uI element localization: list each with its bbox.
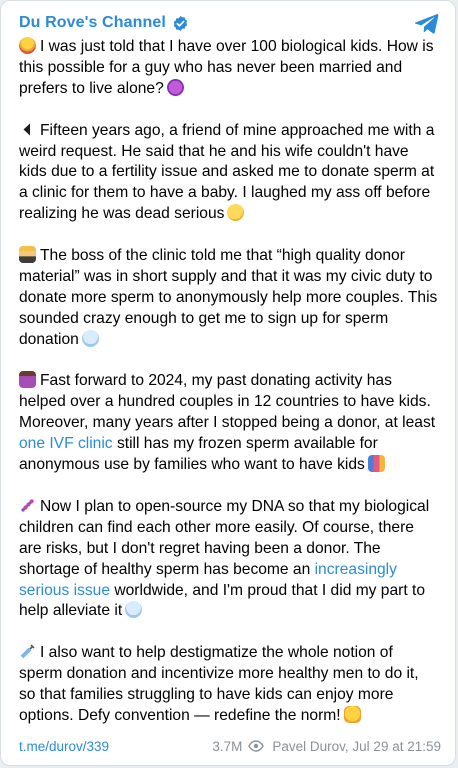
thinking-face-emoji-icon [227, 204, 244, 221]
paragraph-5-text-b: worldwide, and I'm proud that I did my part to help alleviate it [19, 581, 426, 620]
smiling-mask-emoji-icon [125, 601, 142, 618]
face-with-mask-emoji-icon [82, 330, 99, 347]
paragraph-6-text: I also want to help destigmatize the whole notion of sperm donation and incentivize more healthy men to do it, so that families struggling to have kids can enjoy more options. Defy convention — redefine the norm! [19, 644, 419, 724]
serious-issue-link[interactable]: increasingly serious issue [19, 560, 397, 599]
paragraph-1 [19, 37, 439, 100]
family-emoji-icon [368, 455, 385, 472]
paragraph-1-text: I was just told that I have over 100 biological kids. How is this possible for a guy who has never been married and prefers to live alone? [19, 38, 434, 97]
man-in-suit-emoji-icon [19, 246, 36, 263]
paragraph-2 [19, 121, 439, 226]
verified-badge-icon [172, 15, 189, 32]
dna-emoji-icon [19, 497, 36, 514]
post-meta [212, 739, 441, 754]
post-header [19, 10, 441, 36]
paragraph-5 [19, 497, 439, 622]
rewind-arrow-icon [19, 121, 36, 138]
wtf-face-emoji-icon [167, 79, 184, 96]
paragraph-3-text: The boss of the clinic told me that “high quality donor material” was in short supply and that it was my civic duty to donate more sperm to anonymously help more couples. This sounded crazy enough to get me to sign up for sperm donation [19, 247, 438, 348]
paragraph-2-text: Fifteen years ago, a friend of mine approached me with a weird request. He said that he and his wife couldn't have kids due to a fertility issue and asked me to donate sperm at a clinic for them to have a baby. I laughed my ass off before realizing he was dead serious [19, 121, 435, 223]
eye-icon [248, 740, 264, 752]
pregnant-woman-emoji-icon [19, 371, 36, 388]
paragraph-6 [19, 643, 439, 727]
raised-fist-emoji-icon [344, 706, 361, 723]
telegram-share-icon[interactable] [413, 9, 441, 37]
post-link[interactable]: t.me/durov/339 [19, 738, 110, 754]
paragraph-4-text-a: Fast forward to 2024, my past donating activity has helped over a hundred couples in 12 countries to have kids. Moreover, many years after I stopped being a donor, at least [19, 372, 436, 432]
post-footer [19, 737, 441, 755]
author-and-date: Pavel Durov, Jul 29 at 21:59 [272, 738, 441, 754]
ivf-clinic-link[interactable]: one IVF clinic [19, 435, 113, 453]
exploding-head-emoji-icon [19, 37, 36, 54]
post-body [19, 37, 439, 727]
view-count: 3.7M [212, 738, 243, 754]
paragraph-3 [19, 246, 439, 351]
channel-name[interactable]: Du Rove's Channel [19, 14, 166, 31]
syringe-emoji-icon [19, 643, 36, 660]
paragraph-4 [19, 371, 439, 476]
paragraph-4-text-b: still has my frozen sperm available for anonymous use by families who want to have kids [19, 435, 378, 474]
paragraph-5-text-a: Now I plan to open-source my DNA so that my biological children can find each other more easily. Of course, there are risks, but I don't regret having been a donor. The shortage of healthy sperm has become an [19, 497, 430, 578]
